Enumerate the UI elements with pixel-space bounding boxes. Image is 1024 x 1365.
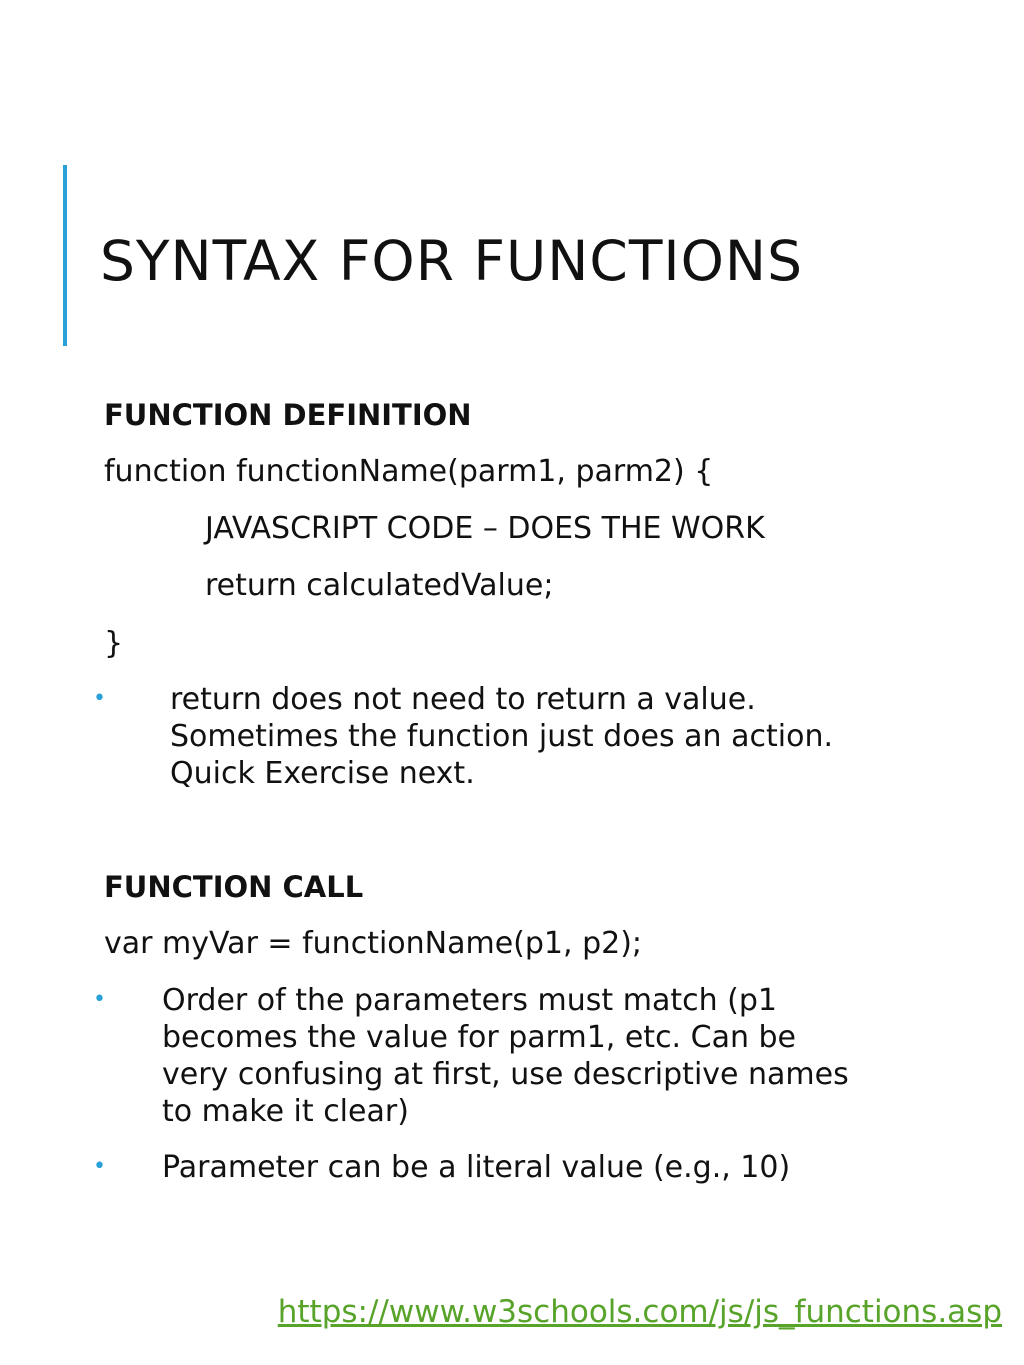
w3schools-link[interactable]: https://www.w3schools.com/js/js_functions.asp	[277, 1294, 1002, 1330]
bullet-icon: •	[93, 1154, 106, 1179]
call-bullet-1-line-1: Order of the parameters must match (p1	[162, 983, 777, 1018]
definition-code-line-4: }	[104, 626, 124, 661]
definition-code-line-1: function functionName(parm1, parm2) {	[104, 454, 714, 489]
definition-code-line-2: JAVASCRIPT CODE – DOES THE WORK	[205, 511, 765, 546]
bullet-icon: •	[93, 987, 106, 1012]
call-bullet-1-line-3: very confusing at first, use descriptive names	[162, 1057, 849, 1092]
call-heading: FUNCTION CALL	[104, 870, 364, 904]
call-bullet-2-text: Parameter can be a literal value (e.g., 10)	[162, 1150, 791, 1185]
bullet-icon: •	[93, 686, 106, 711]
title-accent-bar	[63, 165, 67, 346]
definition-bullet-line-3: Quick Exercise next.	[170, 756, 475, 791]
definition-code-line-3: return calculatedValue;	[205, 568, 554, 603]
call-code-line: var myVar = functionName(p1, p2);	[104, 926, 643, 961]
definition-bullet-line-2: Sometimes the function just does an action.	[170, 719, 833, 754]
definition-bullet-line-1: return does not need to return a value.	[170, 682, 756, 717]
slide-title: SYNTAX FOR FUNCTIONS	[100, 229, 803, 293]
call-bullet-1-line-2: becomes the value for parm1, etc. Can be	[162, 1020, 797, 1055]
call-bullet-1-line-4: to make it clear)	[162, 1094, 409, 1129]
definition-heading: FUNCTION DEFINITION	[104, 398, 472, 432]
